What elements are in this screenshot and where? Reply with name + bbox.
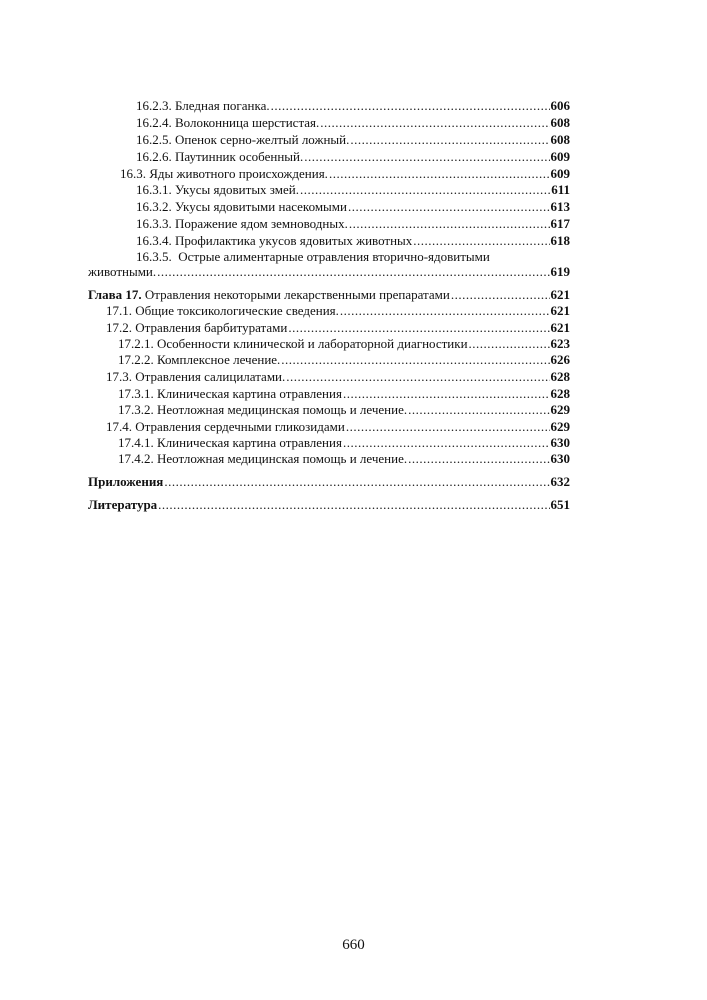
dot-leader <box>469 336 550 352</box>
toc-entry <box>118 435 570 451</box>
toc-entry-title: 16.2.5. Опенок серно-желтый ложный. <box>136 132 350 147</box>
toc-entry-page: 621 <box>550 287 570 302</box>
toc-entry-page: 623 <box>550 336 570 351</box>
toc-entry-page: 611 <box>551 182 570 197</box>
toc-entry <box>136 98 570 114</box>
toc-entry <box>136 182 570 198</box>
dot-leader <box>271 98 550 114</box>
dot-leader <box>350 132 549 148</box>
toc-entry <box>106 419 570 435</box>
toc-entry-title-line1: 16.3.5. Острые алиментарные отравления вторично-ядовитыми <box>136 249 490 264</box>
dot-leader <box>157 264 549 280</box>
toc-entry <box>118 451 570 467</box>
dot-leader <box>346 419 550 435</box>
toc-entry-page: 651 <box>550 497 570 512</box>
toc-references <box>88 497 570 513</box>
toc-entry-title: Литература <box>88 497 158 512</box>
toc-entry-title: 17.3. Отравления салицилатами. <box>106 369 286 384</box>
dot-leader <box>349 216 550 232</box>
toc-entry-title: 16.2.4. Волоконница шерстистая. <box>136 115 320 130</box>
toc-entry <box>106 320 570 336</box>
toc-entry-page: 609 <box>550 149 570 164</box>
toc-entry-title: 17.3.2. Неотложная медицинская помощь и лечение. <box>118 402 408 417</box>
toc-entry-title: 17.3.1. Клиническая картина отравления <box>118 386 342 401</box>
toc-entry-page: 621 <box>550 320 570 335</box>
toc-entry <box>118 352 570 368</box>
toc-entry-page: 628 <box>550 386 570 401</box>
toc-entry-title: 17.4. Отравления сердечными гликозидами <box>106 419 345 434</box>
dot-leader <box>158 497 549 513</box>
toc-entry <box>136 199 570 215</box>
toc-entry-page: 619 <box>550 264 570 279</box>
toc-entry <box>136 149 570 165</box>
toc-entry-page: 630 <box>550 435 570 450</box>
toc-entry-title: 17.2.1. Особенности клинической и лабораторной диагностики <box>118 336 468 351</box>
toc-entry-title: 17.1. Общие токсикологические сведения. <box>106 303 339 318</box>
toc-entry-page: 613 <box>550 199 570 214</box>
toc-entry <box>136 216 570 232</box>
dot-leader <box>320 115 549 131</box>
dot-leader <box>340 303 550 319</box>
toc-entry-page: 618 <box>550 233 570 248</box>
dot-leader <box>451 287 550 303</box>
toc-entry-title: 16.3.3. Поражение ядом земноводных. <box>136 216 348 231</box>
dot-leader <box>164 474 549 490</box>
toc-entry-title: 16.2.3. Бледная поганка. <box>136 98 270 113</box>
dot-leader <box>408 451 549 467</box>
toc-entry-title: Отравления некоторыми лекарственными препаратами <box>144 287 450 302</box>
toc-chapter <box>88 287 570 303</box>
dot-leader <box>300 182 550 198</box>
toc-entry-title: 16.3.4. Профилактика укусов ядовитых животных <box>136 233 413 248</box>
toc-entry-page: 608 <box>550 132 570 147</box>
toc-entry <box>136 233 570 249</box>
toc-entry-title: 16.3.2. Укусы ядовитыми насекомыми <box>136 199 347 214</box>
toc-entry <box>118 336 570 352</box>
toc-entry-page: 617 <box>550 216 570 231</box>
toc-entry-page: 632 <box>550 474 570 489</box>
toc-entry-title: 17.2. Отравления барбитуратами <box>106 320 288 335</box>
toc-entry-page: 606 <box>550 98 570 113</box>
dot-leader <box>288 320 549 336</box>
dot-leader <box>329 166 550 182</box>
toc-entry-page: 629 <box>550 402 570 417</box>
toc-entry-page: 628 <box>550 369 570 384</box>
toc-entry-title: 17.4.1. Клиническая картина отравления <box>118 435 342 450</box>
dot-leader <box>286 369 549 385</box>
toc-entry-title: 16.3.1. Укусы ядовитых змей. <box>136 182 299 197</box>
chapter-label: Глава 17. <box>88 287 142 302</box>
dot-leader <box>413 233 549 249</box>
toc-entry <box>120 166 570 182</box>
toc-entry-title: 16.2.6. Паутинник особенный. <box>136 149 304 164</box>
dot-leader <box>348 199 550 215</box>
toc-entry-page: 608 <box>550 115 570 130</box>
toc-entry-title: 16.3. Яды животного происхождения. <box>120 166 328 181</box>
toc-entry-page: 629 <box>550 419 570 434</box>
toc-entry-title: Приложения <box>88 474 164 489</box>
toc-entry-title: 17.4.2. Неотложная медицинская помощь и лечение. <box>118 451 408 466</box>
dot-leader <box>281 352 549 368</box>
toc-entry <box>118 402 570 418</box>
toc-entry-title-line2: животными. <box>88 264 157 279</box>
dot-leader <box>343 435 550 451</box>
toc-entry <box>136 132 570 148</box>
toc-entry <box>106 303 570 319</box>
dot-leader <box>304 149 549 165</box>
toc-appendix <box>88 474 570 490</box>
toc-entry <box>118 386 570 402</box>
toc-entry-page: 609 <box>550 166 570 181</box>
toc-entry <box>136 115 570 131</box>
toc-entry-title: 17.2.2. Комплексное лечение. <box>118 352 281 367</box>
toc-entry <box>88 264 570 280</box>
toc-entry-page: 621 <box>550 303 570 318</box>
page-number: 660 <box>342 937 365 953</box>
toc-entry <box>106 369 570 385</box>
toc-entry-page: 630 <box>550 451 570 466</box>
toc-entry-page: 626 <box>550 352 570 367</box>
dot-leader <box>343 386 550 402</box>
dot-leader <box>408 402 549 418</box>
